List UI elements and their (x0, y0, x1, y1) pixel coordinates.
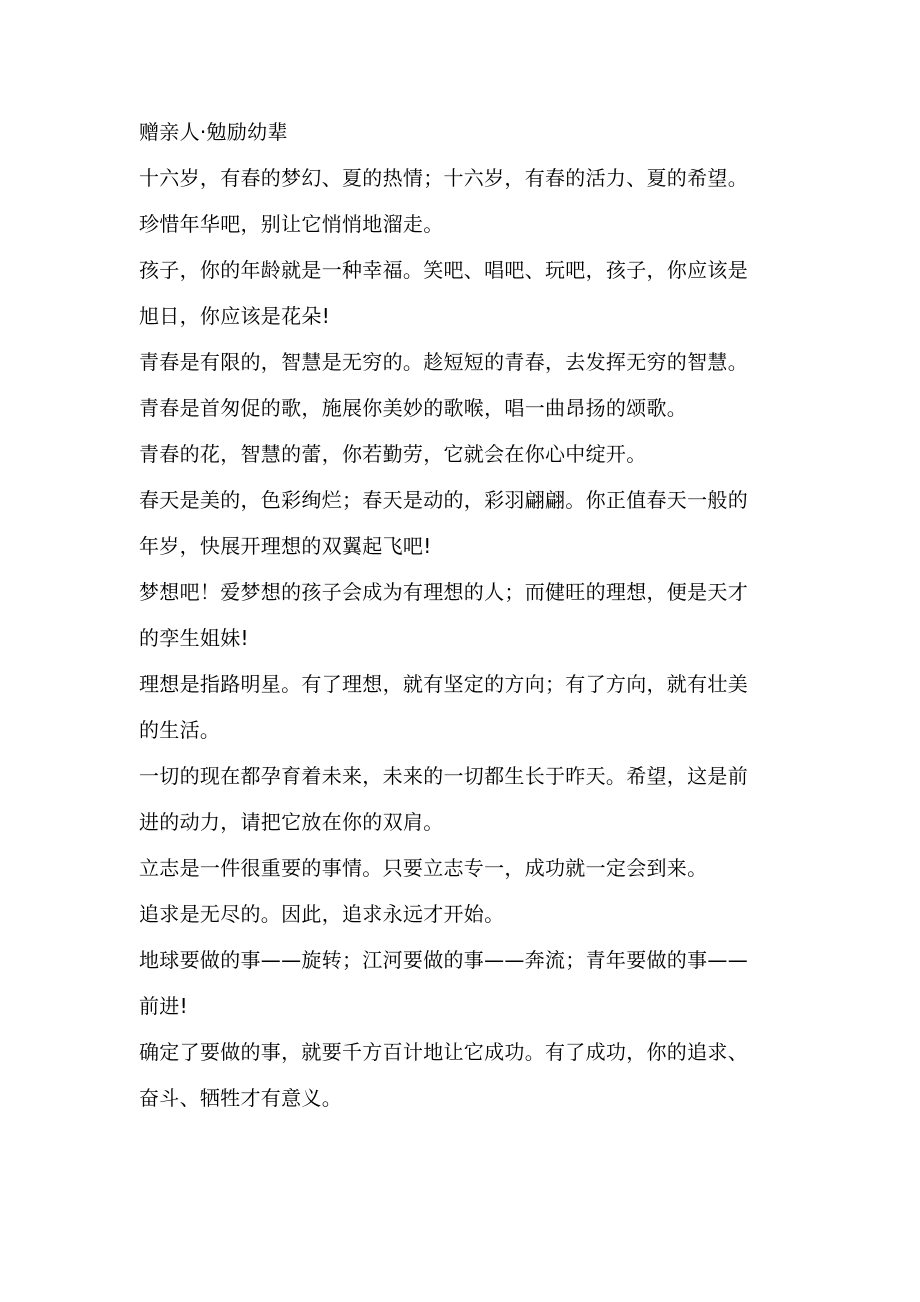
text-line: 年岁，快展开理想的双翼起飞吧! (139, 534, 432, 558)
text-line: 青春是有限的，智慧是无穷的。趁短短的青春，去发挥无穷的智慧。 (139, 350, 748, 374)
text-line: 十六岁，有春的梦幻、夏的热情；十六岁，有春的活力、夏的希望。 (139, 166, 748, 190)
text-line: 梦想吧！爱梦想的孩子会成为有理想的人；而健旺的理想，便是天才 (139, 580, 748, 604)
text-line: 前进! (139, 994, 188, 1018)
text-line: 青春是首匆促的歌，施展你美妙的歌喉，唱一曲昂扬的颂歌。 (139, 396, 688, 420)
text-line: 进的动力，请把它放在你的双肩。 (139, 810, 444, 834)
text-line: 珍惜年华吧，别让它悄悄地溜走。 (139, 212, 444, 236)
text-line: 地球要做的事——旋转；江河要做的事——奔流；青年要做的事—— (139, 948, 748, 972)
text-line: 确定了要做的事，就要千方百计地让它成功。有了成功，你的追求、 (139, 1040, 748, 1064)
text-line: 的孪生姐妹! (139, 626, 249, 650)
text-line: 春天是美的，色彩绚烂；春天是动的，彩羽翩翩。你正值春天一般的 (139, 488, 748, 512)
text-line: 立志是一件很重要的事情。只要立志专一，成功就一定会到来。 (139, 856, 708, 880)
text-line: 的生活。 (139, 718, 221, 742)
text-line: 理想是指路明星。有了理想，就有坚定的方向；有了方向，就有壮美 (139, 672, 748, 696)
text-line: 青春的花，智慧的蕾，你若勤劳，它就会在你心中绽开。 (139, 442, 647, 466)
text-line: 追求是无尽的。因此，追求永远才开始。 (139, 902, 505, 926)
text-line: 一切的现在都孕育着未来，未来的一切都生长于昨天。希望，这是前 (139, 764, 748, 788)
text-line: 孩子，你的年龄就是一种幸福。笑吧、唱吧、玩吧，孩子，你应该是 (139, 258, 748, 282)
document-body (139, 114, 799, 1126)
document-title: 赠亲人·勉励幼辈 (139, 120, 288, 144)
text-line: 旭日，你应该是花朵! (139, 304, 331, 328)
text-line: 奋斗、牺牲才有意义。 (139, 1086, 342, 1110)
